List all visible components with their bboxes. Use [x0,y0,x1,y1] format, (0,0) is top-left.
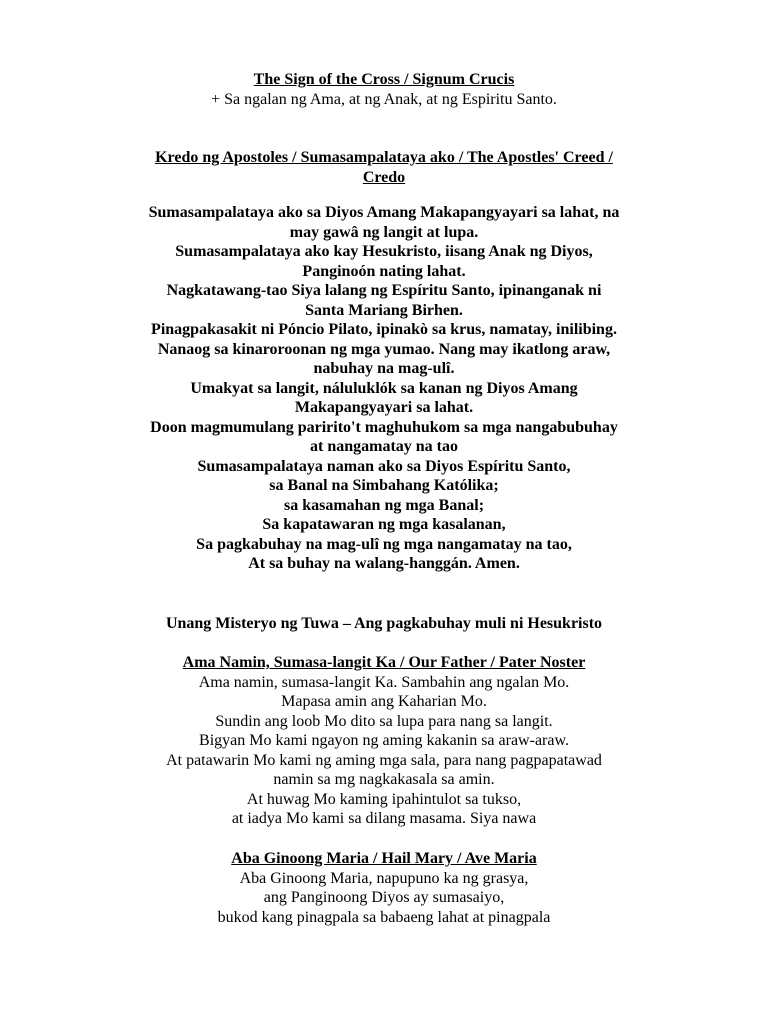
creed-line: Sumasampalataya ako kay Hesukristo, iisang Anak ng Diyos, [175,243,593,260]
hail-mary-line: Aba Ginoong Maria, napupuno ka ng grasya, [239,869,529,887]
creed-line: Doon magmumulang paririto't maghuhukom sa mga nangabubuhay [150,418,618,436]
our-father-line: at iadya Mo kami sa dilang masama. Siya nawa [231,810,537,827]
creed-line: Sa kapatawaran ng mga kasalanan, [262,516,506,533]
creed-line: Makapangyayari sa lahat. [294,399,474,416]
creed-line: sa Banal na Simbahang Katólika; [269,477,499,494]
creed-line: Pinagpakasakit ni Póncio Pilato, ipinakò sa krus, namatay, inilibing. [151,321,617,338]
creed-line: nabuhay na mag-ulî. [313,360,455,377]
sign-of-cross-text: + Sa ngalan ng Ama, at ng Anak, at ng Espiritu Santo. [211,90,557,108]
creed-line: Sumasampalataya naman ako sa Diyos Espíritu Santo, [197,457,571,475]
creed-title-block [104,148,664,187]
sign-of-cross-title: The Sign of the Cross / Signum Crucis [253,71,515,88]
our-father-line: Bigyan Mo kami ngayon ng aming kakanin sa araw-araw. [199,732,569,749]
our-father-line: Ama namin, sumasa-langit Ka. Sambahin ang ngalan Mo. [198,673,570,691]
creed-line: may gawâ ng langit at lupa. [289,223,479,241]
creed-line: sa kasamahan ng mga Banal; [283,496,485,514]
creed-line: Panginoón nating lahat. [302,262,466,280]
our-father-line: Mapasa amin ang Kaharian Mo. [281,693,487,710]
hail-mary-section [104,849,664,927]
hail-mary-title: Aba Ginoong Maria / Hail Mary / Ave Maria [231,850,537,867]
our-father-line: At patawarin Mo kami ng aming mga sala, para nang pagpapatawad [166,751,602,769]
our-father-section [104,653,664,829]
our-father-line: At huwag Mo kaming ipahintulot sa tukso, [246,790,522,808]
sign-of-cross-section [104,70,664,109]
creed-line: Santa Mariang Birhen. [305,301,463,319]
hail-mary-line: bukod kang pinagpala sa babaeng lahat at pinagpala [217,908,551,926]
creed-line: At sa buhay na walang-hanggán. Amen. [248,555,520,572]
creed-line: Sumasampalataya ako sa Diyos Amang Makapangyayari sa lahat, na [148,204,620,221]
mystery-title: Unang Misteryo ng Tuwa – Ang pagkabuhay muli ni Hesukristo [165,615,603,632]
our-father-line: namin sa mg nagkakasala sa amin. [273,771,495,788]
creed-title-line-1: Kredo ng Apostoles / Sumasampalataya ako / The Apostles' Creed / [155,149,613,166]
creed-line: Nagkatawang-tao Siya lalang ng Espíritu Santo, ipinanganak ni [166,282,602,299]
our-father-line: Sundin ang loob Mo dito sa lupa para nang sa langit. [215,712,553,730]
mystery-section [104,614,664,634]
creed-body [104,203,664,574]
creed-line: Nanaog sa kinaroroonan ng mga yumao. Nang may ikatlong araw, [157,340,611,358]
our-father-title: Ama Namin, Sumasa-langit Ka / Our Father / Pater Noster [182,654,586,671]
hail-mary-line: ang Panginoong Diyos ay sumasaiyo, [263,889,505,906]
creed-line: at nangamatay na tao [309,438,458,455]
creed-line: Sa pagkabuhay na mag-ulî ng mga nangamatay na tao, [196,535,572,553]
creed-title-line-2: Credo [362,168,406,186]
creed-line: Umakyat sa langit, náluluklók sa kanan ng Diyos Amang [190,379,578,397]
